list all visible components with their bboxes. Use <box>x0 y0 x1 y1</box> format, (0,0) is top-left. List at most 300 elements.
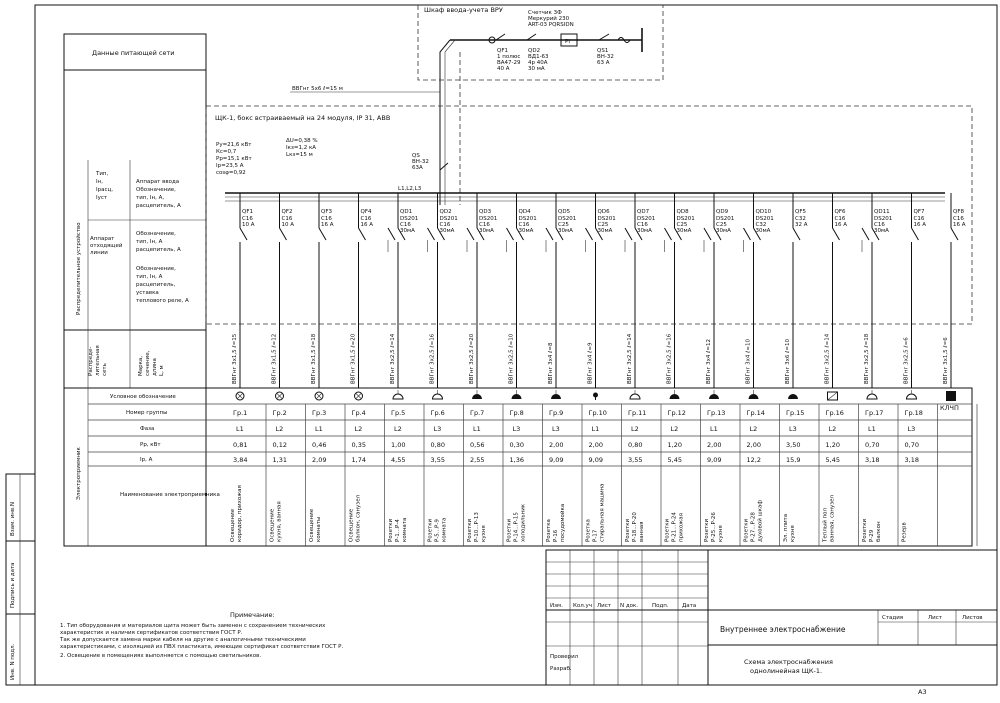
group-phase: L3 <box>789 425 797 433</box>
consumer-name: Освещение <box>230 508 236 542</box>
consumer-name: ванная, санузел <box>829 494 836 542</box>
consumer-name: Освещение <box>309 508 315 542</box>
header-apparatus-1: Аппарат ввода <box>136 179 180 185</box>
device-rating: 30мА <box>716 228 731 234</box>
stove-icon <box>788 394 798 399</box>
rcd-contact <box>862 228 869 240</box>
group-power: 1,00 <box>391 441 406 449</box>
header-dist-device: Распределительное устройство <box>76 222 82 315</box>
group-current: 5,45 <box>825 456 840 464</box>
group-number: Гр.18 <box>904 409 923 417</box>
consumer-name: Теплый пол <box>822 508 829 542</box>
consumer-name: Розетка <box>546 519 552 542</box>
vru-qd2-rating: 4р 40А <box>528 60 548 66</box>
rcd-contact <box>388 228 395 240</box>
group-number: Гр.11 <box>628 409 647 417</box>
header-branch-note2-1: Обозначение, <box>136 266 176 272</box>
row-label-power: Рр, кВт <box>140 442 161 448</box>
cable-label: ВВГнг 3х2,5 ℓ=14 <box>390 333 396 384</box>
group-phase: L2 <box>394 425 402 433</box>
consumer-name: балкон <box>876 521 882 542</box>
shk-param-r2: Iкз=1,2 кА <box>286 145 317 151</box>
consumer-name: духовой шкаф <box>757 499 764 542</box>
row-label-group: Номер группы <box>126 410 168 416</box>
device-rating: С16 <box>400 222 411 228</box>
group-phase: L2 <box>670 425 679 433</box>
consumer-name: Розетки <box>862 518 868 542</box>
header-apparatus-4: расцепитель, А <box>136 203 181 209</box>
consumer-name: Розетки <box>704 518 710 542</box>
group-number: Гр.12 <box>667 409 686 417</box>
device-rating: 30мА <box>400 228 415 234</box>
heater-icon-diag <box>828 392 838 400</box>
group-current: 9,09 <box>549 456 564 464</box>
device-rating: DS201 <box>597 216 616 222</box>
group-columns <box>230 193 977 546</box>
socket-icon <box>593 393 598 398</box>
consumer-name: комната <box>402 517 408 542</box>
consumer-name: Р-14...Р-15 <box>513 512 520 542</box>
note-1d: характеристиками, с изоляцией из ПВХ пластиката, имеющие сертификат соответствия ГОСТ Р. <box>60 644 344 650</box>
breaker-contact <box>833 228 840 240</box>
row-label-phase: Фаза <box>140 426 155 432</box>
header-consumer: Электроприемник <box>76 447 82 500</box>
group-phase: L3 <box>433 425 442 433</box>
group-phase: L3 <box>552 425 560 433</box>
device-rating: DS201 <box>637 216 656 222</box>
consumer-name: холодильник <box>520 503 527 542</box>
socket-icon <box>709 394 719 399</box>
group-number: Гр.3 <box>312 409 327 417</box>
device-name: QF8 <box>953 209 964 215</box>
device-rating: 10 А <box>281 222 295 228</box>
cable-label: ВВГнг 3х2,5 ℓ=20 <box>469 333 475 384</box>
shk-param-2: Кс=0,7 <box>216 149 237 155</box>
cable-label: ВВГнг 3х6 ℓ=10 <box>785 338 791 384</box>
consumer-name: посудомойка <box>560 503 566 542</box>
header-cable-1: Марка, <box>138 355 144 376</box>
consumer-name: Освещение <box>269 508 276 542</box>
header-data-network: Данные питающей сети <box>92 49 175 57</box>
device-rating: С16 <box>479 222 490 228</box>
cable-label: ВВГнг 3х1,5 ℓ=20 <box>350 333 357 384</box>
device-rating: DS201 <box>479 216 498 222</box>
group-phase: L3 <box>512 425 521 433</box>
socket-icon <box>551 394 561 399</box>
consumer-name: ванная <box>639 521 645 542</box>
group-power: 0,56 <box>470 441 485 449</box>
breaker-contact <box>951 228 958 240</box>
notes-title: Примечание: <box>230 611 275 619</box>
device-rating: С25 <box>716 222 727 228</box>
header-distnet-3: сеть <box>102 363 108 376</box>
group-number: Гр.14 <box>746 409 765 417</box>
group-column <box>355 193 385 546</box>
consumer-name: кухня <box>790 525 796 542</box>
group-phase: L1 <box>591 425 600 433</box>
group-number: Гр.10 <box>588 409 607 417</box>
group-number: Гр.5 <box>391 409 406 417</box>
socket-icon <box>670 394 680 399</box>
header-param-iust: Iуст <box>96 195 108 201</box>
header-apparatus-3: тип, Iн, А, <box>136 195 165 201</box>
consumer-name: Р-5...Р-9 <box>434 519 441 542</box>
breaker-contact <box>240 228 247 240</box>
group-current: 3,18 <box>865 456 880 464</box>
cable-label: ВВГнг 3х4 ℓ=8 <box>548 342 554 384</box>
device-rating: 30мА <box>558 228 573 234</box>
group-number: Гр.7 <box>470 409 485 417</box>
device-name: QD2 <box>439 209 452 215</box>
consumer-name: комнаты <box>316 516 322 542</box>
device-name: QF1 <box>242 209 253 215</box>
consumer-name: Эл. плита <box>783 513 789 542</box>
device-rating: С16 <box>953 216 964 222</box>
feed-cable-label: ВВГнг 5х6 ℓ=15 м <box>292 86 343 92</box>
group-phase: L1 <box>868 425 876 433</box>
group-phase: L2 <box>631 425 639 433</box>
group-phase: L1 <box>710 425 718 433</box>
header-branch-note-1: Обозначение, <box>136 231 176 237</box>
group-power: 0,30 <box>509 441 524 449</box>
main-breaker-name: QS <box>412 153 420 159</box>
header-branch-note-3: расцепитель, А <box>136 247 181 253</box>
consumer-name: Р-1...Р-4 <box>395 519 401 542</box>
header-branch-note2-4: уставка <box>136 290 159 296</box>
device-rating: С16 <box>439 222 451 228</box>
device-name: QD7 <box>637 209 650 215</box>
device-rating: 30мА <box>874 228 889 234</box>
device-rating: С16 <box>637 222 648 228</box>
shk-param-r1: ΔU=0,38 % <box>286 138 318 144</box>
group-power: 0,35 <box>351 441 366 449</box>
group-power: 2,00 <box>746 441 761 449</box>
consumer-name: Розетка <box>585 519 592 542</box>
consumer-name: коридор, прихожая <box>237 485 243 542</box>
rcd-contact <box>507 228 514 240</box>
consumer-name: Розетки <box>388 518 394 542</box>
group-current: 3,18 <box>904 456 919 464</box>
sheet-format: А3 <box>918 688 927 696</box>
device-rating: С16 <box>913 216 925 222</box>
consumer-name: Розетки <box>427 518 434 542</box>
group-number: Гр.16 <box>825 409 844 417</box>
group-current: 9,09 <box>588 456 603 464</box>
consumer-name: Розетки <box>467 518 473 542</box>
group-power: 0,70 <box>865 441 880 449</box>
consumer-name: Р-10...Р-13 <box>474 512 480 542</box>
header-branch-1: Аппарат <box>90 236 115 242</box>
cable-label: ВВГнг 3х1,5 ℓ=12 <box>271 333 278 384</box>
stamp-title-main: Внутреннее электроснабжение <box>720 625 846 634</box>
vru-qd2-type: ВД1-63 <box>528 54 549 60</box>
shk-param-r3: Lкз=15 м <box>286 152 313 158</box>
breaker-contact <box>319 228 326 240</box>
stamp-izm: Изм. <box>550 603 563 609</box>
bus-label: L1,L2,L3 <box>398 186 422 192</box>
rcd-contact <box>467 228 474 240</box>
consumer-name: кухня, ванная <box>276 501 283 542</box>
device-rating: 10 А <box>242 222 255 228</box>
device-name: QD3 <box>479 209 492 215</box>
stamp-title-sub-2: однолинейная ЩК-1. <box>750 667 823 675</box>
shk-title: ЩК-1, бокс встраиваемый на 24 модуля, IP 31, АВВ <box>215 114 391 122</box>
group-phase: L2 <box>749 425 758 433</box>
stamp-checked: Проверил <box>550 654 579 660</box>
note-1b: характеристик и наличия сертификатов соответствия ГОСТ Р. <box>60 630 243 636</box>
cable-label: ВВГнг 3х2,5 ℓ=14 <box>824 333 831 384</box>
breaker-contact <box>793 228 800 240</box>
group-phase: L2 <box>354 425 363 433</box>
side-stamp-replace: Взам. инв.N <box>10 502 16 536</box>
group-current: 9,09 <box>707 456 722 464</box>
socket-icon <box>433 394 443 399</box>
group-power: 2,00 <box>549 441 564 449</box>
group-phase: L1 <box>473 425 481 433</box>
consumer-name: Розетки <box>743 518 750 542</box>
device-name: QD10 <box>755 209 772 215</box>
group-column <box>276 193 306 546</box>
device-rating: DS201 <box>755 216 774 222</box>
device-name: QF3 <box>321 209 332 215</box>
group-current: 4,55 <box>391 456 406 464</box>
group-phase: L3 <box>907 425 916 433</box>
row-label-symbol: Условное обозначение <box>110 394 176 400</box>
vru-qd2-leak: 30 мА <box>528 66 545 72</box>
header-cable-2: сечение, <box>145 350 151 376</box>
device-rating: DS201 <box>439 216 458 222</box>
device-rating: 16 А <box>953 222 966 228</box>
consumer-name: комната <box>441 517 448 542</box>
group-current: 3,84 <box>233 456 248 464</box>
group-phase: L1 <box>315 425 323 433</box>
group-number: Гр.1 <box>233 409 248 417</box>
shk-param-5: cosφ=0,92 <box>216 170 246 176</box>
consumer-name: Р-25...Р-26 <box>711 512 717 542</box>
breaker-contact <box>359 228 366 240</box>
device-rating: С25 <box>558 222 569 228</box>
shk-param-4: Iр=23,5 А <box>216 163 244 169</box>
main-breaker-rating: 63А <box>412 165 423 171</box>
group-column <box>788 193 819 546</box>
cable-label: ВВГнг 3х1,5 ℓ=18 <box>311 333 317 384</box>
vru-cabinet <box>418 5 663 80</box>
note-1c: Так же допускается замена марки кабеля на другие с аналогичными техническими <box>60 637 306 643</box>
socket-icon <box>907 394 917 399</box>
device-rating: 16 А <box>360 222 374 228</box>
group-current: 12,2 <box>746 456 761 464</box>
device-name: QD5 <box>558 209 571 215</box>
header-cable-3: длина <box>152 358 158 376</box>
header-branch-note2-5: теплового реле, А <box>136 298 189 304</box>
consumer-name: Резерв <box>901 522 908 542</box>
socket-icon <box>472 394 482 399</box>
vru-qs1-rating: 63 А <box>597 60 610 66</box>
side-stamp-inventory: Инв. N подл. <box>10 643 16 680</box>
group-power: 0,70 <box>904 441 919 449</box>
meter-label: PI <box>565 39 570 45</box>
notes <box>59 611 343 659</box>
vru-meter-note-3: ART-03 PQRSIDN <box>528 22 574 28</box>
stamp-sheet: Лист <box>928 615 942 621</box>
cable-label: ВВГнг 3х2,5 ℓ=10 <box>508 333 515 384</box>
vru-qf1-rating: 40 А <box>497 66 510 72</box>
device-rating: DS201 <box>676 216 695 222</box>
breaker-contact <box>280 228 287 240</box>
device-rating: С16 <box>518 222 530 228</box>
device-rating: 16 А <box>913 222 927 228</box>
device-rating: С32 <box>795 216 806 222</box>
rcd-contact <box>546 228 553 240</box>
vru-title: Шкаф ввода-учета ВРУ <box>424 6 503 14</box>
stamp-sheets: Листов <box>962 615 983 621</box>
group-power: 0,80 <box>430 441 445 449</box>
stamp-stage: Стадия <box>882 615 904 621</box>
stamp-podp: Подп. <box>652 603 669 609</box>
header-param-in: Iн, <box>96 179 103 185</box>
consumer-name: кухня <box>718 525 724 542</box>
device-name: QF4 <box>360 209 372 215</box>
rcd-contact <box>586 228 593 240</box>
group-phase: L2 <box>275 425 284 433</box>
title-block <box>546 550 997 696</box>
device-name: QD1 <box>400 209 413 215</box>
device-rating: 16 А <box>834 222 848 228</box>
vru-meter-note-1: Счетчик 3Ф <box>528 10 562 16</box>
rcd-contact <box>704 228 711 240</box>
header-param-irasc: Iрасц, <box>96 187 113 193</box>
vru-qs1-name: QS1 <box>597 48 609 54</box>
group-current: 1,36 <box>509 456 524 464</box>
device-rating: 32 А <box>795 222 808 228</box>
device-rating: С16 <box>321 216 332 222</box>
group-number: Гр.9 <box>549 409 564 417</box>
consumer-name: Розетки <box>664 518 671 542</box>
group-number: Гр.15 <box>786 409 805 417</box>
device-name: QF2 <box>281 209 293 215</box>
group-current: 5,45 <box>667 456 682 464</box>
group-number: Гр.13 <box>707 409 726 417</box>
cable-label: ВВГнг 3х1,5 ℓ=6 <box>943 337 949 384</box>
cable-label: ВВГнг 3х2,5 ℓ=16 <box>429 333 436 384</box>
cable-label: ВВГнг 3х2,5 ℓ=6 <box>903 337 910 384</box>
consumer-name: Р-17 <box>592 529 599 542</box>
cable-label: ВВГнг 3х2,5 ℓ=14 <box>627 333 633 384</box>
vru-qf1-type: ВА47-29 <box>497 60 521 66</box>
consumer-name: Р-27...Р-28 <box>750 512 757 542</box>
device-rating: 16 А <box>321 222 334 228</box>
group-power: 2,00 <box>707 441 722 449</box>
header-branch-note2-3: расцепитель, <box>136 282 176 288</box>
header-apparatus-2: Обозначение, <box>136 187 176 193</box>
device-rating: 30мА <box>518 228 534 234</box>
device-name: QF7 <box>913 209 925 215</box>
header-branch-2: отходящей <box>90 243 123 249</box>
group-power: 3,50 <box>786 441 801 449</box>
device-rating: С16 <box>242 216 253 222</box>
group-power: 1,20 <box>667 441 682 449</box>
vru-qd2-name: QD2 <box>528 48 541 54</box>
socket-icon <box>393 394 403 399</box>
group-number: Гр.2 <box>272 409 287 417</box>
rcd-contact <box>428 228 435 240</box>
device-name: QF5 <box>795 209 806 215</box>
device-rating: DS201 <box>558 216 577 222</box>
vru-qs1-type: ВН-32 <box>597 54 614 60</box>
group-number: Гр.17 <box>865 409 884 417</box>
group-power: 0,81 <box>233 441 248 449</box>
device-rating: С16 <box>281 216 293 222</box>
device-rating: 30мА <box>597 228 613 234</box>
group-number: Гр.4 <box>351 409 366 417</box>
side-stamp <box>6 474 35 685</box>
note-1: 1. Тип оборудования и материалов щита может быть заменен с сохранением технических <box>60 623 326 629</box>
kluch-label: КЛЧП <box>940 404 959 412</box>
breaker-contact <box>912 228 919 240</box>
socket-icon <box>749 394 759 399</box>
device-name: QD6 <box>597 209 610 215</box>
group-current: 3,55 <box>628 456 643 464</box>
cable-label: ВВГнг 3х2,5 ℓ=16 <box>666 333 673 384</box>
cable-label: ВВГнг 3х4 ℓ=10 <box>745 338 752 384</box>
device-rating: DS201 <box>874 216 893 222</box>
consumer-name: Освещение <box>348 508 355 542</box>
stamp-date: Дата <box>682 603 697 609</box>
cable-label: ВВГнг 3х4 ℓ=12 <box>706 338 712 384</box>
cable-label: ВВГнг 3х1,5 ℓ=15 <box>232 333 238 384</box>
consumer-name: Р-16 <box>553 529 559 542</box>
group-number: Гр.6 <box>430 409 445 417</box>
device-rating: 30мА <box>479 228 494 234</box>
row-label-current: Iр, А <box>140 457 153 463</box>
shk-cabinet <box>206 106 972 324</box>
consumer-name: Розетки <box>625 518 631 542</box>
group-power: 0,12 <box>272 441 287 449</box>
device-rating: С16 <box>360 216 372 222</box>
left-header-table <box>64 34 206 388</box>
device-rating: 30мА <box>439 228 455 234</box>
device-rating: С16 <box>834 216 846 222</box>
shk-param-3: Рр=15,1 кВт <box>216 156 252 162</box>
device-rating: С25 <box>597 222 609 228</box>
feed-cable <box>290 40 460 205</box>
header-branch-3: линии <box>90 250 108 256</box>
group-power: 0,46 <box>312 441 327 449</box>
consumer-name: Р-21...Р-24 <box>671 512 678 542</box>
group-current: 3,55 <box>430 456 445 464</box>
side-stamp-signature: Подпись и дата <box>10 562 16 608</box>
group-current: 1,74 <box>351 456 366 464</box>
vru-qf1-name: QF1 <box>497 48 508 54</box>
device-rating: С32 <box>755 222 767 228</box>
device-name: QD11 <box>874 209 890 215</box>
consumer-name: кухня <box>481 525 487 542</box>
shk-param-1: Ру=21,6 кВт <box>216 142 252 148</box>
device-rating: 30мА <box>755 228 771 234</box>
device-name: QD4 <box>518 209 531 215</box>
consumer-name: стиральная машина <box>599 483 606 542</box>
stamp-developed: Разраб. <box>550 666 572 672</box>
stamp-list: Лист <box>597 603 611 609</box>
header-param-type: Тип, <box>96 171 109 177</box>
consumer-name: балкон, санузел <box>355 494 362 542</box>
device-rating: DS201 <box>716 216 735 222</box>
header-branch-note-2: тип, Iн, А <box>136 239 163 245</box>
group-current: 2,55 <box>470 456 485 464</box>
note-2: 2. Освещение в помещениях выполняется с помощью светильников. <box>60 653 262 659</box>
device-name: QF6 <box>834 209 846 215</box>
group-phase: L1 <box>236 425 244 433</box>
